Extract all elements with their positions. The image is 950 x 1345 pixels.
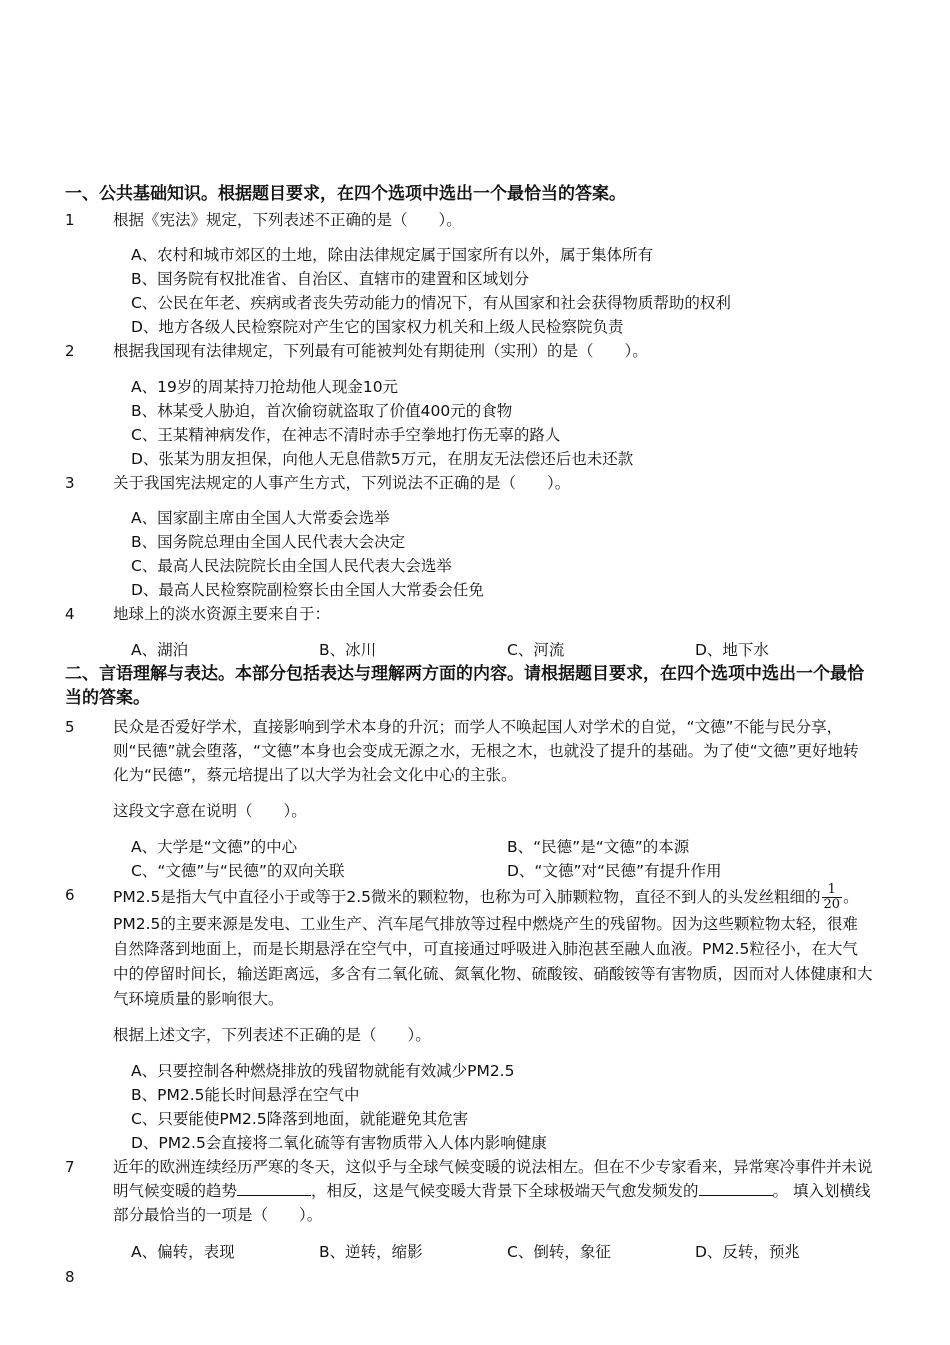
question-7-number: 7 [65,1158,75,1176]
question-1-option-b[interactable]: B、国务院有权批准省、自治区、直辖市的建置和区域划分 [131,270,530,288]
question-6-number: 6 [65,886,75,904]
question-3-stem: 关于我国宪法规定的人事产生方式，下列说法不正确的是（ ）。 [113,474,571,492]
question-7-option-a[interactable]: A、偏转，表现 [131,1243,235,1261]
question-5-number: 5 [65,718,75,736]
question-5-passage: 民众是否爱好学术，直接影响到学术本身的升沉；而学人不唤起国人对学术的自觉，“文德”不能与民分享，则“民德”就会堕落，“文德”本身也会变成无源之水，无根之木，也就没了提升的基础。为了使“文德”更好地转化为“民德”，蔡元培提出了以大学为社会文化中心的主张。 [113,718,859,784]
question-2-option-b[interactable]: B、林某受人胁迫，首次偷窃就盗取了价值400元的食物 [131,402,513,420]
question-4-option-b[interactable]: B、冰川 [319,641,377,659]
fraction-one-twentieth [822,883,843,912]
question-2-stem: 根据我国现有法律规定，下列最有可能被判处有期徒刑（实刑）的是（ ）。 [113,342,648,360]
fraction-denominator: 20 [823,897,841,912]
question-7-option-c[interactable]: C、倒转，象征 [507,1243,611,1261]
question-6-option-b[interactable]: B、PM2.5能长时间悬浮在空气中 [131,1086,360,1104]
question-7-text-part-2: ，相反，这是气候变暖大背景下全球极端天气愈发频发的 [311,1182,699,1200]
question-5-option-a[interactable]: A、大学是“文德”的中心 [131,838,298,856]
question-3-number: 3 [65,474,75,492]
question-6-option-c[interactable]: C、只要能使PM2.5降落到地面，就能避免其危害 [131,1110,469,1128]
question-3-option-c[interactable]: C、最高人民法院院长由全国人民代表大会选举 [131,557,452,575]
question-1-option-d[interactable]: D、地方各级人民检察院对产生它的国家权力机关和上级人民检察院负责 [131,318,624,336]
question-6-passage-before: PM2.5是指大气中直径小于或等于2.5微米的颗粒物，也称为可入肺颗粒物，直径不到人的头发丝粗细的 [113,888,821,906]
question-1-number: 1 [65,211,75,229]
question-7-stem [113,1155,873,1227]
question-7-option-b[interactable]: B、逆转，缩影 [319,1243,423,1261]
question-8-number: 8 [65,1268,75,1286]
question-6-stem: 根据上述文字，下列表述不正确的是（ ）。 [113,1026,431,1044]
question-1-stem: 根据《宪法》规定，下列表述不正确的是（ ）。 [113,211,462,229]
question-7-text-part-1: 近年的欧洲连续经历严寒的冬天，这似乎与全球气候变暖的说法相左。但在不少专家看来，异常寒冷事件并未说明气候变暖的趋势 [113,1158,873,1200]
question-6-option-a[interactable]: A、只要控制各种燃烧排放的残留物就能有效减少PM2.5 [131,1062,515,1080]
question-5-option-b[interactable]: B、“民德”是“文德”的本源 [507,838,690,856]
question-4-number: 4 [65,605,75,623]
question-5-option-d[interactable]: D、“文德”对“民德”有提升作用 [507,862,722,880]
section-1-heading: 一、公共基础知识。根据题目要求，在四个选项中选出一个最恰当的答案。 [65,184,626,204]
question-2-option-d[interactable]: D、张某为朋友担保，向他人无息借款5万元，在朋友无法偿还后也未还款 [131,450,634,468]
question-4-option-a[interactable]: A、湖泊 [131,641,189,659]
question-3-option-d[interactable]: D、最高人民检察院副检察长由全国人大常委会任免 [131,581,484,599]
question-6-passage [113,883,873,1012]
question-2-number: 2 [65,342,75,360]
question-2-option-a[interactable]: A、19岁的周某持刀抢劫他人现金10元 [131,378,399,396]
question-2-option-c[interactable]: C、王某精神病发作，在神志不清时赤手空拳地打伤无辜的路人 [131,426,561,444]
question-6-option-d[interactable]: D、PM2.5会直接将二氧化硫等有害物质带入人体内影响健康 [131,1134,547,1152]
answer-blank-1[interactable] [237,1181,311,1196]
fraction-numerator: 1 [822,883,843,898]
question-1-option-c[interactable]: C、公民在年老、疾病或者丧失劳动能力的情况下，有从国家和社会获得物质帮助的权利 [131,294,731,312]
question-4-stem: 地球上的淡水资源主要来自于： [113,605,331,623]
question-3-option-a[interactable]: A、国家副主席由全国人大常委会选举 [131,509,390,527]
question-4-option-d[interactable]: D、地下水 [695,641,769,659]
section-2-heading: 二、言语理解与表达。本部分包括表达与理解两方面的内容。请根据题目要求，在四个选项中选出一个最恰当的答案。 [65,664,864,708]
question-3-option-b[interactable]: B、国务院总理由全国人民代表大会决定 [131,533,406,551]
question-7-option-d[interactable]: D、反转，预兆 [695,1243,800,1261]
question-5-stem: 这段文字意在说明（ ）。 [113,802,307,820]
question-4-option-c[interactable]: C、河流 [507,641,565,659]
question-7-text-part-3: 。 填入划横线部分最恰当的一项是（ ）。 [113,1182,871,1224]
question-1-option-a[interactable]: A、农村和城市郊区的土地，除由法律规定属于国家所有以外，属于集体所有 [131,246,654,264]
question-6-passage-after: 。PM2.5的主要来源是发电、工业生产、汽车尾气排放等过程中燃烧产生的残留物。因为这些颗粒物太轻，很难自然降落到地面上，而是长期悬浮在空气中，可直接通过呼吸进入肺泡甚至融人血液。PM2.5粒径小，在大气中的停留时间长，输送距离远，多含有二氧化硫、氮氧化物、硫酸铵、硝酸铵等有害物质，因而对人体健康和大气环境质量的影响很大。 [113,888,873,1008]
answer-blank-2[interactable] [699,1181,773,1196]
question-5-option-c[interactable]: C、“文德”与“民德”的双向关联 [131,862,345,880]
